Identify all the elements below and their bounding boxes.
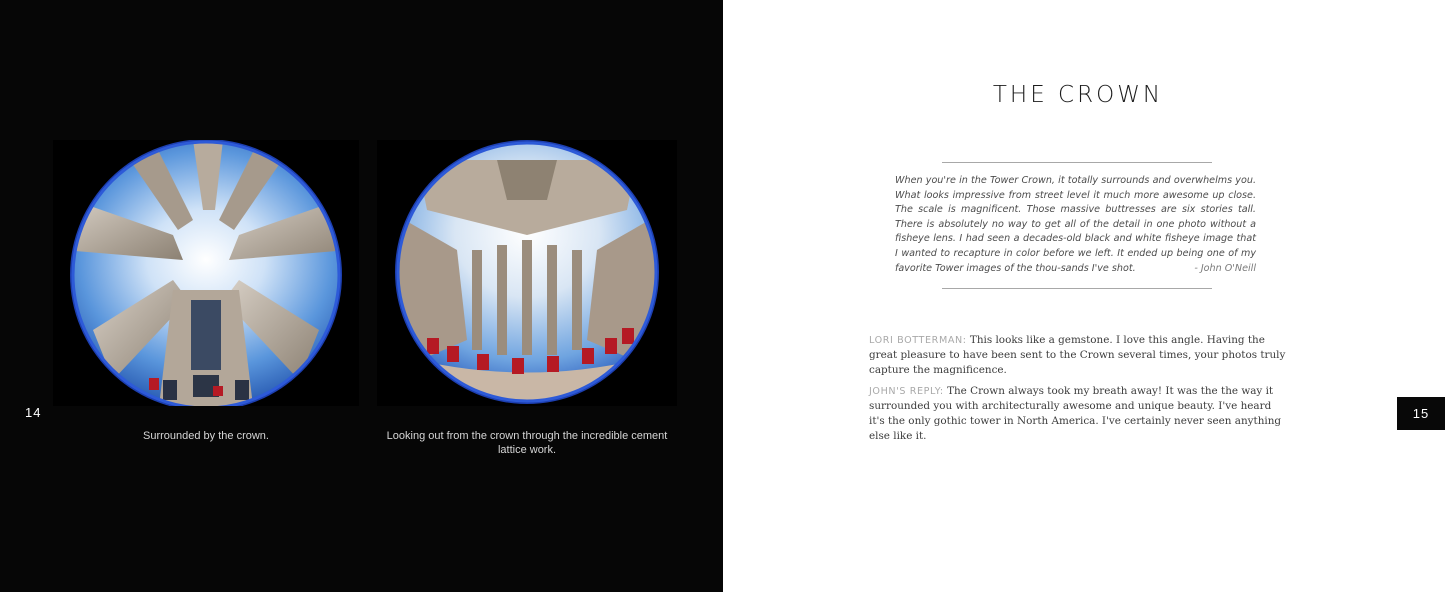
comment-author: JOHN'S REPLY: <box>869 386 944 397</box>
page-title: THE CROWN <box>992 82 1164 108</box>
page-number-right: 15 <box>1397 397 1445 430</box>
quote-divider-top <box>942 162 1212 163</box>
fisheye-photo-lattice-view <box>377 140 677 406</box>
comment-text: The Crown always took my breath away! It was the the way it surrounded you with architecturally awesome and unique beauty. I've heard it's the only gothic tower in North America. I've certainly never seen anything else like it. <box>869 385 1282 442</box>
photo-caption-2: Looking out from the crown through the incredible cement lattice work. <box>386 430 668 456</box>
page-number-left: 14 <box>25 405 42 420</box>
comment-john-reply <box>869 384 1289 444</box>
fisheye-photo-crown-upward <box>53 140 359 406</box>
pull-quote-text: When you're in the Tower Crown, it totally surrounds and overwhelms you. What looks impressive from street level it much more awesome up close. The scale is magnificent. Those massive buttresses are six stories tall. There is absolutely no way to get all of the detail in one photo without a fisheye lens. I had seen a decades-old black and white fisheye image that I wanted to recapture in color before we left. It ended up being one of my favorite Tower images of the thou-sands I've shot. <box>895 175 1256 274</box>
comment-text: This looks like a gemstone. I love this angle. Having the great pleasure to have been sent to the Crown several times, your photos truly capture the magnificence. <box>869 334 1286 376</box>
comment-author: LORI BOTTERMAN: <box>869 335 967 346</box>
pull-quote-signature: - John O'Neill <box>1194 262 1256 274</box>
photo-caption-1: Surrounded by the crown. <box>143 430 269 442</box>
pull-quote <box>895 174 1256 276</box>
comment-lori <box>869 333 1289 378</box>
quote-divider-bottom <box>942 288 1212 289</box>
